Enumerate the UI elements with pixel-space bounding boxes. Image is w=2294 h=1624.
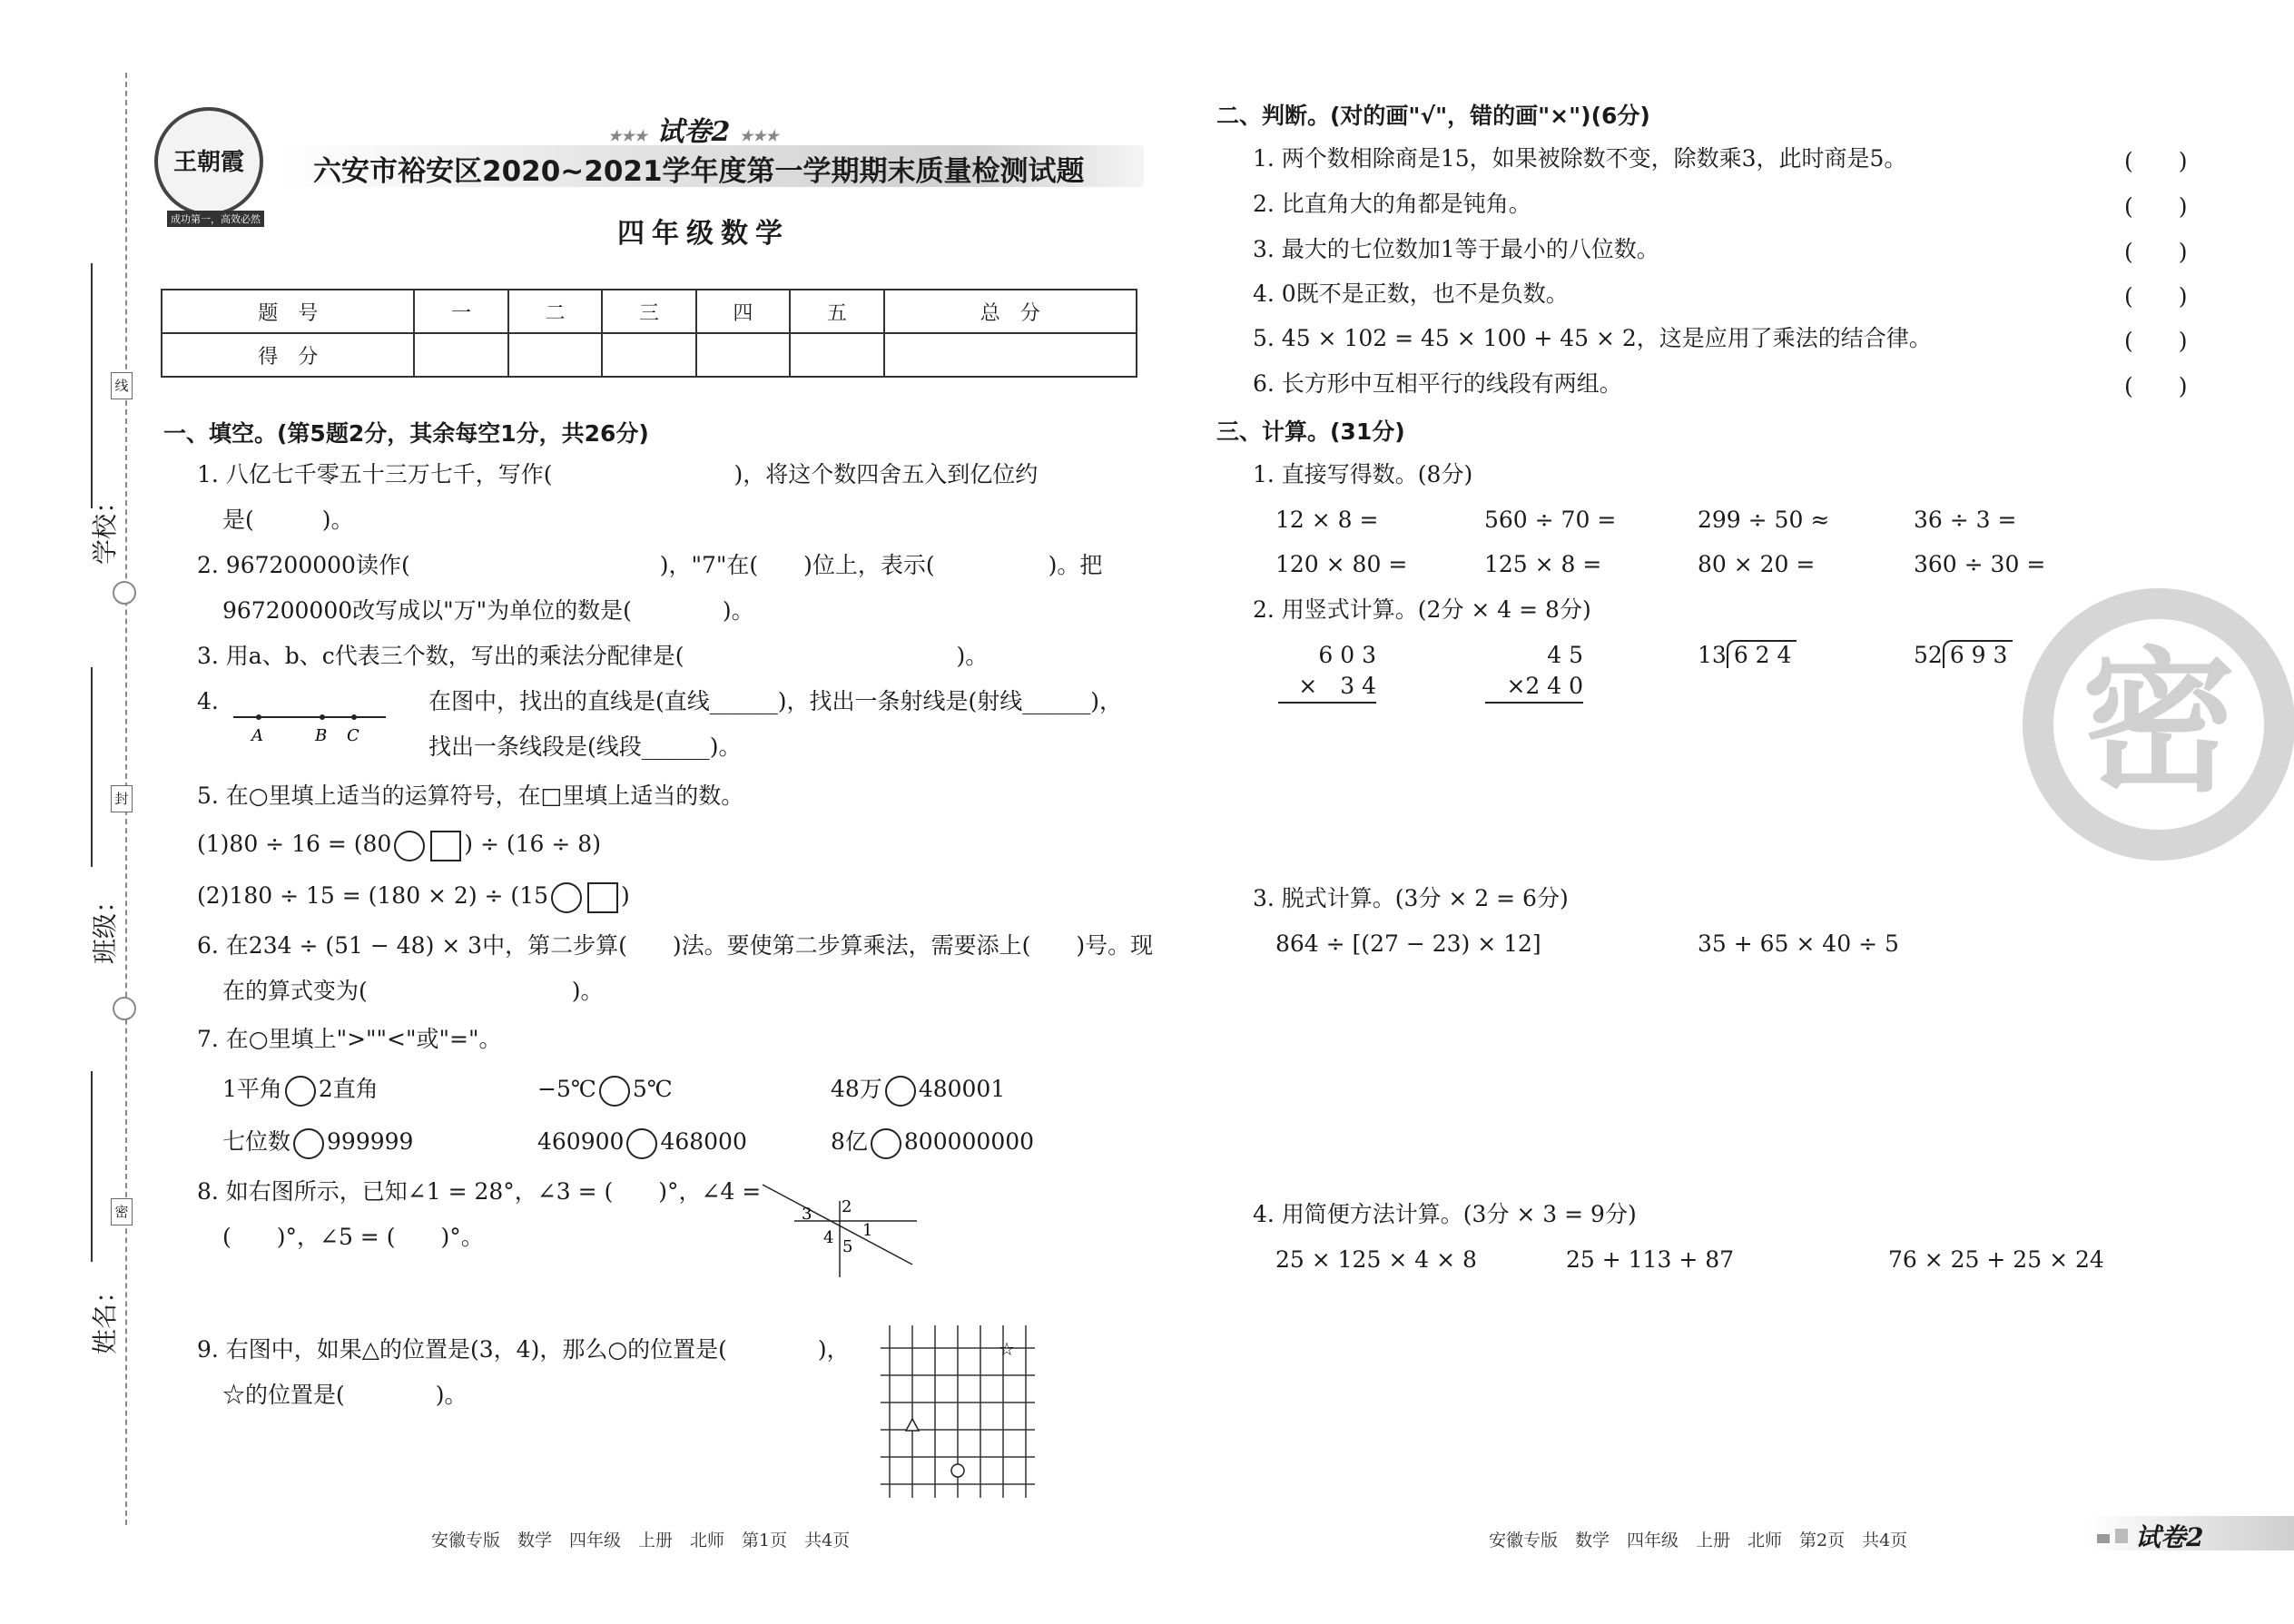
section3-heading: 三、计算。(31分) [1216,418,1405,445]
seal-ornament-1 [113,581,136,605]
q7-left: 七位数 [222,1128,291,1155]
score-table-row [162,333,1137,377]
judge-answer-paren[interactable]: ( ) [2124,328,2188,354]
q4-label-b: B [315,726,328,744]
q7-item [537,1074,673,1107]
score-cell: 二 [508,290,602,333]
q2-line2: 967200000改写成以"万"为单位的数是( )。 [222,597,754,624]
simple-calc: 25 + 113 + 87 [1566,1246,1735,1273]
score-input-cell[interactable] [508,333,602,377]
q9-triangle-mark [906,1419,919,1431]
star-decor-left: ★★★ [608,127,648,144]
score-cell: 三 [602,290,695,333]
seal-mark-secret: 密 [111,1198,133,1225]
star-decor-right: ★★★ [739,127,779,144]
score-cell: 总 分 [884,290,1137,333]
paper-tag-text: 试卷2 [656,116,731,148]
vertical-mult-1-top: 6 0 3 [1318,642,1376,668]
name-label: 姓名： [90,1277,121,1355]
class-label: 班级： [90,887,121,965]
q4-line-figure [231,699,395,744]
margin-line-class [91,667,93,867]
q7-left: 8亿 [831,1128,868,1155]
score-input-cell[interactable] [696,333,790,377]
q7-right: 468000 [660,1128,747,1155]
q6-line2: 在的算式变为( )。 [222,978,604,1004]
direct-calc: 560 ÷ 70 = [1484,507,1617,533]
q8-angle-figure [758,1176,921,1280]
calc-sub2: 2. 用竖式计算。(2分 × 4 = 8分) [1253,596,1591,623]
score-input-cell[interactable] [884,333,1137,377]
score-table [161,289,1137,378]
judge-item: 3. 最大的七位数加1等于最小的八位数。 [1253,236,1659,262]
long-division-1 [1698,640,1797,671]
q9-line1: 9. 右图中，如果△的位置是(3，4)，那么○的位置是( )， [197,1336,850,1363]
score-cell: 四 [696,290,790,333]
exam-title: 六安市裕安区2020~2021学年度第一学期期末质量检测试题 [313,155,1085,188]
vertical-mult-2-bottom: ×2 4 0 [1485,671,1583,704]
judge-answer-paren[interactable]: ( ) [2124,148,2188,174]
margin-line-school [91,263,93,508]
q8-line2: ( )°，∠5 = ( )°。 [222,1224,484,1250]
q7-right: 800000000 [903,1128,1035,1155]
vertical-mult-2-top: 4 5 [1547,642,1583,668]
q3: 3. 用a、b、c代表三个数，写出的乘法分配律是( )。 [197,643,989,669]
judge-answer-paren[interactable]: ( ) [2124,239,2188,265]
q9-circle-mark [951,1464,964,1477]
direct-calc: 36 ÷ 3 = [1914,507,2017,533]
q5-part2-circle[interactable] [551,882,582,913]
calc-sub1: 1. 直接写得数。(8分) [1253,461,1473,487]
q8-angle-label: 1 [862,1221,873,1240]
q4-point-b [320,714,325,720]
q4-point-c [351,714,357,720]
q4-label-a: A [251,726,263,744]
q7-right: 480001 [918,1076,1006,1102]
score-cell: 得 分 [162,333,414,377]
score-cell: 题 号 [162,290,414,333]
score-cell: 五 [790,290,883,333]
calc-sub3: 3. 脱式计算。(3分 × 2 = 6分) [1253,885,1569,911]
q8-angle-label: 2 [842,1197,852,1216]
q4-label-c: C [347,726,359,744]
judge-item: 5. 45 × 102 = 45 × 100 + 45 × 2，这是应用了乘法的结合律。 [1253,325,1932,351]
direct-calc: 360 ÷ 30 = [1914,551,2046,577]
long-division-1-divisor: 13 [1698,642,1727,668]
direct-calc: 80 × 20 = [1698,551,1816,577]
vertical-mult-2 [1485,640,1583,704]
q9-line2: ☆的位置是( )。 [222,1382,468,1408]
q7-item [831,1074,1005,1107]
q8-angle-label: 3 [802,1205,812,1224]
long-division-2 [1914,640,2013,671]
brand-logo [154,107,263,216]
simple-calc: 25 × 125 × 4 × 8 [1275,1246,1477,1273]
q7-circle[interactable] [626,1128,657,1159]
q7-right: 5℃ [632,1076,673,1102]
score-input-cell[interactable] [790,333,883,377]
q5-part1 [197,829,601,861]
judge-answer-paren[interactable]: ( ) [2124,283,2188,310]
q7-circle[interactable] [871,1128,901,1159]
direct-calc: 12 × 8 = [1275,507,1379,533]
footer-tag: 试卷2 [2135,1522,2204,1552]
q7-circle[interactable] [293,1128,324,1159]
q7-left: 1平角 [222,1076,282,1102]
q7-item [831,1127,1034,1159]
direct-calc: 120 × 80 = [1275,551,1408,577]
score-input-cell[interactable] [414,333,507,377]
step-calc: 864 ÷ [(27 − 23) × 12] [1275,930,1541,957]
seal-ornament-2 [113,997,136,1020]
margin-line-name [91,1071,93,1262]
q1-line2: 是( )。 [222,507,354,533]
q7-circle[interactable] [599,1076,630,1107]
direct-calc: 299 ÷ 50 ≈ [1698,507,1830,533]
q7-item [537,1127,747,1159]
footer-tag-decor [2115,1529,2128,1543]
q7-left: 48万 [831,1076,882,1102]
q4-line1: 在图中，找出的直线是(直线______)，找出一条射线是(射线______)， [428,688,1123,714]
direct-calc: 125 × 8 = [1484,551,1602,577]
brand-slogan: 成功第一，高效必然 [167,211,264,227]
section1-heading: 一、填空。(第5题2分，其余每空1分，共26分) [163,420,649,447]
judge-answer-paren[interactable]: ( ) [2124,373,2188,399]
score-input-cell[interactable] [602,333,695,377]
q7: 7. 在○里填上">""<"或"="。 [197,1026,502,1052]
step-calc: 35 + 65 × 40 ÷ 5 [1698,930,1899,957]
q8-transversal [763,1185,912,1265]
secret-stamp-text: 密 [2081,634,2236,813]
q5: 5. 在○里填上适当的运算符号，在□里填上适当的数。 [197,782,744,809]
judge-answer-paren[interactable]: ( ) [2124,193,2188,220]
judge-item: 6. 长方形中互相平行的线段有两组。 [1253,370,1622,397]
judge-item: 4. 0既不是正数，也不是负数。 [1253,281,1569,307]
q5-part2-right: ) [621,882,630,909]
q1-line1: 1. 八亿七千零五十三万七千，写作( )，将这个数四舍五入到亿位约 [197,461,1039,487]
q5-part1-circle[interactable] [394,831,425,861]
q7-item [222,1074,379,1107]
score-table-row [162,290,1137,333]
q7-item [222,1127,413,1159]
q8-angle-label: 5 [842,1237,853,1256]
long-division-2-dividend: 6 9 3 [1943,640,2013,668]
q6-line1: 6. 在234 ÷ (51 − 48) × 3中，第二步算( )法。要使第二步算乘法，需要添上( )号。现 [197,932,1154,959]
q7-right: 999999 [327,1128,414,1155]
seal-mark-seal: 封 [111,785,133,812]
q7-left: −5℃ [537,1076,596,1102]
q7-left: 460900 [537,1128,625,1155]
secret-stamp-watermark [2023,588,2294,861]
q7-right: 2直角 [318,1076,379,1102]
long-division-2-divisor: 52 [1914,642,1943,668]
q9-grid-figure [881,1325,1039,1502]
q5-part1-right: ) ÷ (16 ÷ 8) [464,831,601,857]
q5-part2-left: (2)180 ÷ 15 = (180 × 2) ÷ (15 [197,882,548,909]
q4-point-a [256,714,261,720]
q7-circle[interactable] [285,1076,316,1107]
q5-part1-square[interactable] [430,831,461,861]
q2-line1: 2. 967200000读作( )，"7"在( )位上，表示( )。把 [197,552,1103,578]
school-label: 学校： [90,487,121,566]
simple-calc: 76 × 25 + 25 × 24 [1888,1246,2104,1273]
seal-mark-line: 线 [111,372,133,399]
score-cell: 一 [414,290,507,333]
q9-star-mark: ☆ [999,1338,1015,1360]
judge-item: 2. 比直角大的角都是钝角。 [1253,191,1531,217]
footer-left: 安徽专版 数学 四年级 上册 北师 第1页 共4页 [431,1530,851,1550]
vertical-mult-1-bottom: × 3 4 [1278,671,1376,704]
q5-part2 [197,881,630,913]
q4-line2: 找出一条线段是(线段______)。 [428,733,742,760]
judge-item: 1. 两个数相除商是15，如果被除数不变，除数乘3，此时商是5。 [1253,145,1907,172]
q5-part1-left: (1)80 ÷ 16 = (80 [197,831,392,857]
brand-name: 王朝霞 [172,149,244,176]
long-division-1-dividend: 6 2 4 [1727,640,1797,668]
header-banner [136,100,1144,109]
footer-right: 安徽专版 数学 四年级 上册 北师 第2页 共4页 [1489,1530,1908,1550]
vertical-mult-1 [1278,640,1376,704]
q5-part2-square[interactable] [587,882,618,913]
q7-circle[interactable] [885,1076,916,1107]
exam-subject: 四年级数学 [617,218,790,250]
q4-number: 4. [197,688,219,714]
q8-angle-label: 4 [823,1228,834,1247]
calc-sub4: 4. 用简便方法计算。(3分 × 3 = 9分) [1253,1201,1637,1227]
footer-tag-decor [2097,1534,2110,1543]
q8-line1: 8. 如右图所示，已知∠1 = 28°，∠3 = ( )°，∠4 = [197,1178,762,1205]
section2-heading: 二、判断。(对的画"√"，错的画"×")(6分) [1216,103,1650,129]
paper-tag [608,109,779,149]
